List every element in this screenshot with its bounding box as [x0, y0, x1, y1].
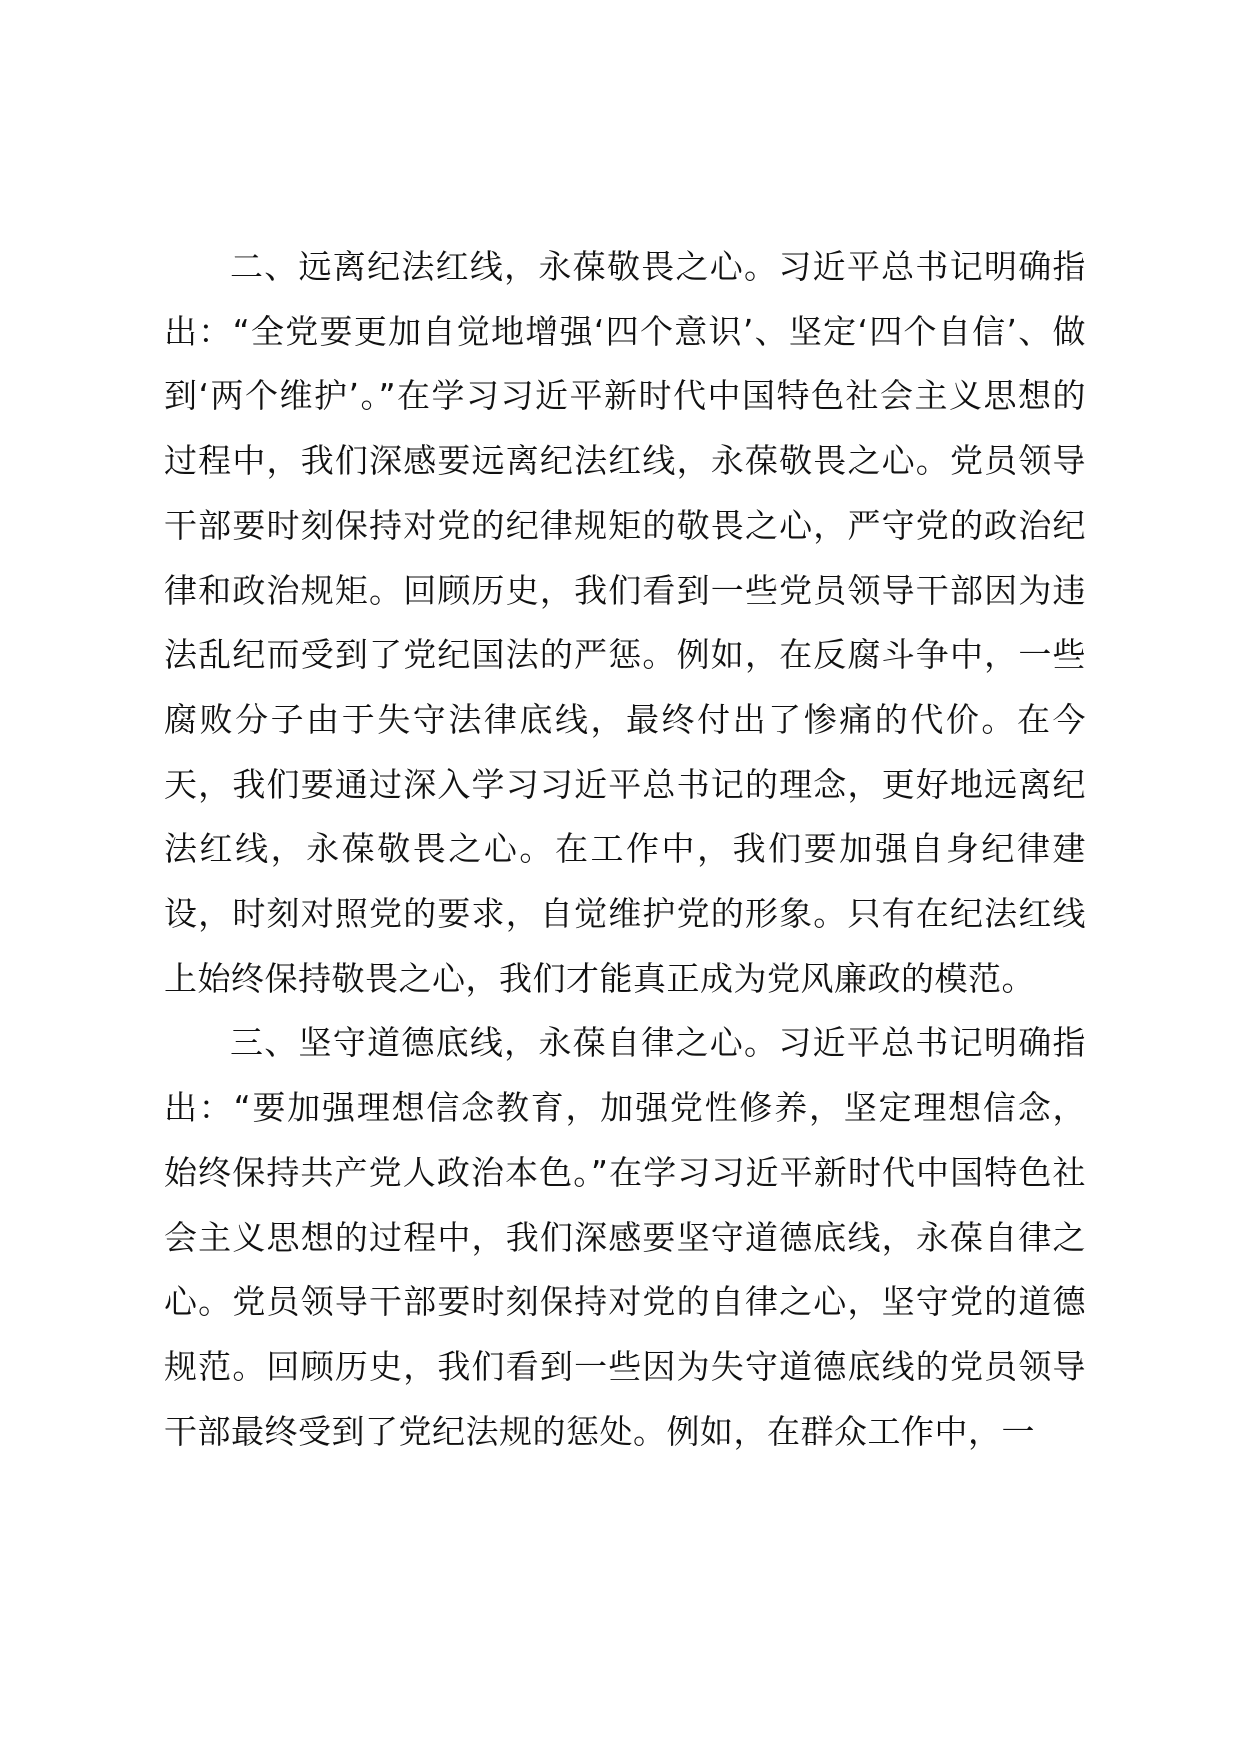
section-2-heading: 二、远离纪法红线，永葆敬畏之心。: [230, 247, 779, 286]
paragraph-section-3: [164, 1011, 1086, 1464]
paragraph-section-2: [164, 235, 1086, 1011]
document-body: [164, 235, 1086, 1464]
section-3-heading: 三、坚守道德底线，永葆自律之心。: [230, 1023, 779, 1063]
section-3-body: 习近平总书记明确指出：“要加强理想信念教育，加强党性修养，坚定理想信念，始终保持共产党人政治本色。”在学习习近平新时代中国特色社会主义思想的过程中，我们深感要坚守道德底线，永葆自律之心。党员领导干部要时刻保持对党的自律之心，坚守党的道德规范。回顾历史，我们看到一些因为失守道德底线的党员领导干部最终受到了党纪法规的惩处。例如，在群众工作中，一: [164, 1023, 1087, 1451]
section-2-body: 习近平总书记明确指出：“全党要更加自觉地增强‘四个意识’、坚定‘四个自信’、做到‘两个维护’。”在学习习近平新时代中国特色社会主义思想的过程中，我们深感要远离纪法红线，永葆敬畏之心。党员领导干部要时刻保持对党的纪律规矩的敬畏之心，严守党的政治纪律和政治规矩。回顾历史，我们看到一些党员领导干部因为违法乱纪而受到了党纪国法的严惩。例如，在反腐斗争中，一些腐败分子由于失守法律底线，最终付出了惨痛的代价。在今天，我们要通过深入学习习近平总书记的理念，更好地远离纪法红线，永葆敬畏之心。在工作中，我们要加强自身纪律建设，时刻对照党的要求，自觉维护党的形象。只有在纪法红线上始终保持敬畏之心，我们才能真正成为党风廉政的模范。: [164, 247, 1087, 998]
